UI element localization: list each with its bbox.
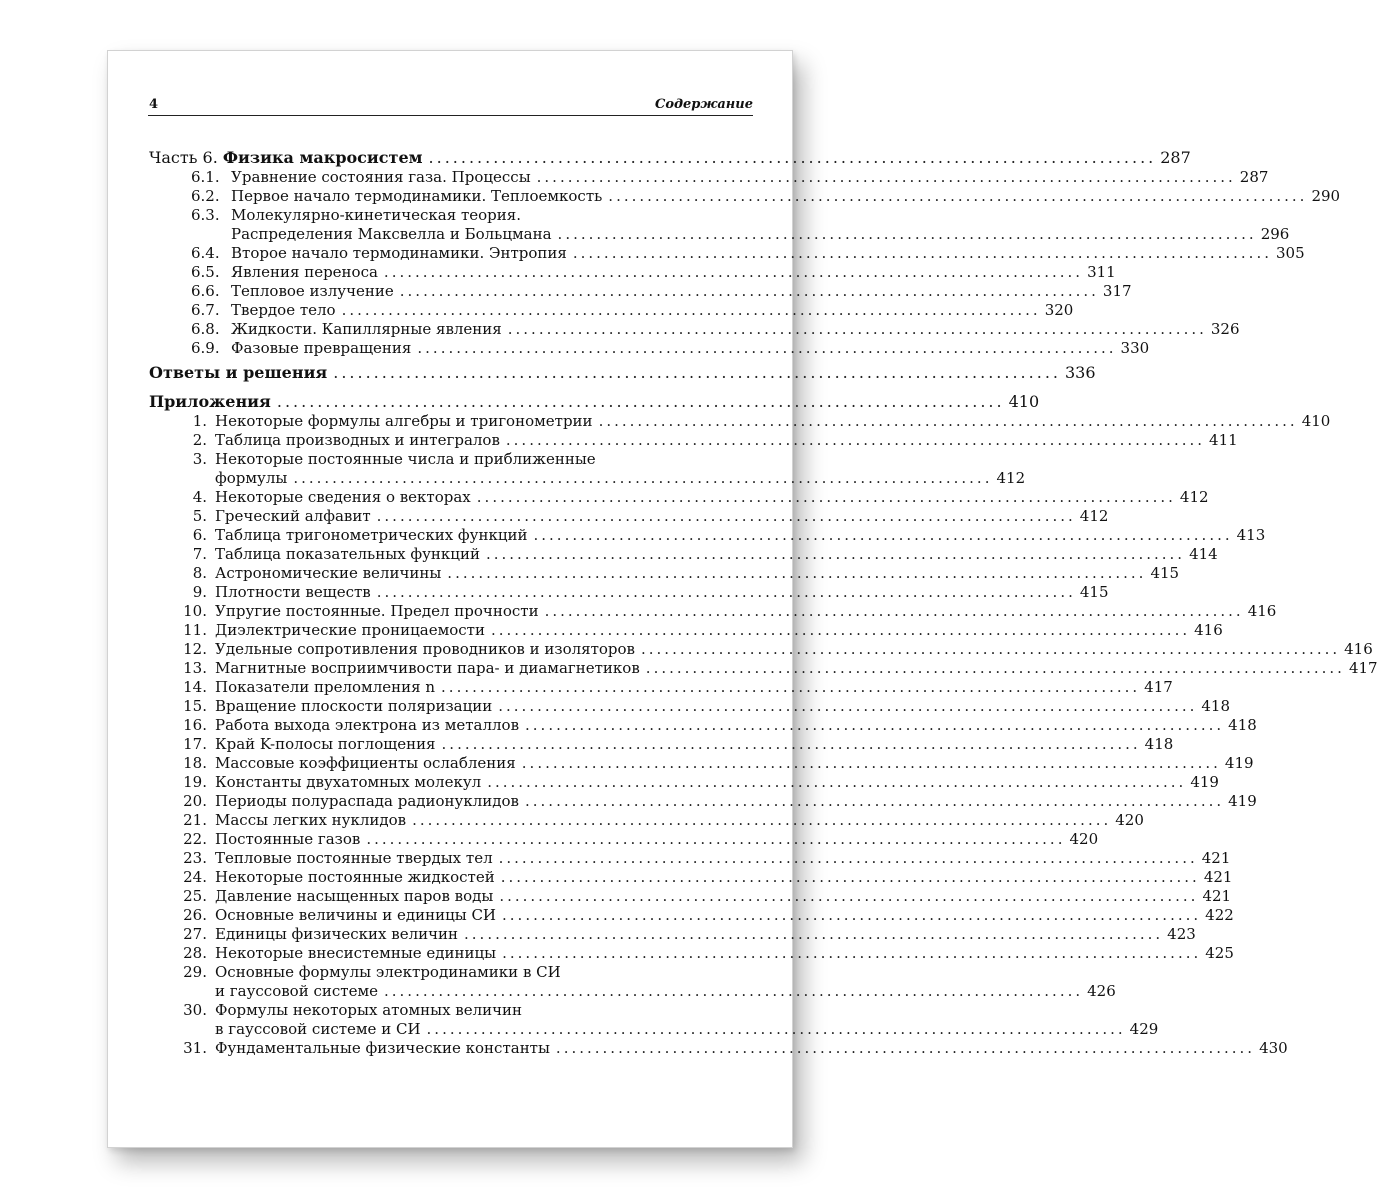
page-ref: 413 — [1236, 526, 1266, 544]
leader-dots: .......................................................................................... — [533, 526, 1233, 544]
leader-dots: .......................................................................................... — [557, 225, 1257, 243]
appendix-entry[interactable] — [149, 431, 1238, 450]
page-ref: 416 — [1344, 640, 1373, 658]
page-ref: 418 — [1201, 697, 1231, 715]
appendix-entry[interactable] — [149, 412, 1331, 431]
page-ref: 426 — [1087, 982, 1116, 1000]
entry-number: 4. — [192, 488, 207, 506]
entry-number: 6.1. — [191, 168, 220, 186]
entry-number: 9. — [192, 583, 207, 601]
leader-dots: .......................................................................................... — [608, 187, 1308, 205]
entry-number: 2. — [192, 431, 207, 449]
page-ref: 305 — [1276, 244, 1305, 262]
page-ref: 287 — [1239, 168, 1269, 186]
entry-number: 24. — [183, 868, 207, 886]
appendix-entry[interactable] — [149, 754, 1254, 773]
appendix-entry[interactable] — [149, 830, 1099, 849]
page-ref: 311 — [1087, 263, 1116, 281]
page-ref: 430 — [1259, 1039, 1288, 1057]
entry-title: Некоторые формулы алгебры и тригонометрии — [215, 412, 593, 430]
leader-dots: .......................................................................................... — [376, 507, 1076, 525]
page-ref: 411 — [1209, 431, 1238, 449]
entry-title-continued: в гауссовой системе и СИ — [215, 1020, 421, 1038]
page-ref: 419 — [1224, 754, 1254, 772]
entry-title: Единицы физических величин — [215, 925, 459, 943]
page-ref: 412 — [1179, 488, 1209, 506]
leader-dots: .......................................................................................... — [572, 244, 1272, 262]
leader-dots: .......................................................................................... — [384, 982, 1084, 1000]
appendix-entry[interactable] — [149, 1001, 753, 1020]
leader-dots: .......................................................................................... — [521, 754, 1221, 772]
page-ref: 326 — [1210, 320, 1240, 338]
entry-title: Некоторые внесистемные единицы — [215, 944, 497, 962]
entry-title: Жидкости. Капиллярные явления — [231, 320, 502, 338]
entry-title: Таблица производных и интегралов — [215, 431, 500, 449]
leader-dots: .......................................................................................... — [426, 1020, 1126, 1038]
page-ref: 421 — [1201, 849, 1231, 867]
entry-number: 26. — [183, 906, 207, 924]
entry-number: 11. — [183, 621, 207, 639]
entry-number: 16. — [183, 716, 207, 734]
entry-number: 25. — [183, 887, 207, 905]
leader-dots: .......................................................................................... — [498, 849, 1198, 867]
leader-dots: .......................................................................................... — [507, 320, 1207, 338]
page-ref: 417 — [1144, 678, 1173, 696]
page-ref: 420 — [1115, 811, 1144, 829]
leader-dots: .......................................................................................... — [366, 830, 1066, 848]
entry-title: Массы легких нуклидов — [215, 811, 407, 829]
appendix-entry[interactable] — [149, 526, 1266, 545]
appendix-entry[interactable] — [149, 944, 1234, 963]
section-entry[interactable] — [149, 206, 753, 225]
entry-title: Молекулярно-кинетическая теория. — [231, 206, 522, 224]
entry-title: Некоторые сведения о векторах — [215, 488, 471, 506]
appendix-entry[interactable] — [149, 811, 1144, 830]
leader-dots: .......................................................................................... — [441, 678, 1141, 696]
entry-title: Фазовые превращения — [231, 339, 412, 357]
entry-title-continued: и гауссовой системе — [215, 982, 378, 1000]
entry-title: Край K-полосы поглощения — [215, 735, 436, 753]
leader-dots: .......................................................................................... — [341, 301, 1041, 319]
entry-title: Основные величины и единицы СИ — [215, 906, 497, 924]
section-entry[interactable] — [149, 187, 1341, 206]
appendix-entry[interactable] — [149, 925, 1196, 944]
entry-number: 6.5. — [191, 263, 220, 281]
entry-title: Некоторые постоянные числа и приближенные — [215, 450, 596, 468]
leader-dots: .......................................................................................... — [536, 168, 1236, 186]
appendix-entry[interactable] — [149, 906, 1234, 925]
page-ref: 410 — [1301, 412, 1331, 430]
entry-number: 8. — [192, 564, 207, 582]
page-ref: 429 — [1129, 1020, 1159, 1038]
page-ref: 287 — [1160, 148, 1191, 167]
leader-dots: .......................................................................................... — [476, 488, 1176, 506]
appendix-entry[interactable] — [149, 697, 1231, 716]
page-ref: 336 — [1064, 363, 1096, 382]
entry-title: Показатели преломления n — [215, 678, 436, 696]
entry-number: 6.4. — [191, 244, 220, 262]
appendix-entry[interactable] — [149, 716, 1257, 735]
appendix-entry-continuation[interactable] — [149, 1020, 1159, 1039]
page-ref: 420 — [1069, 830, 1099, 848]
section-entry-continuation[interactable] — [149, 225, 1290, 244]
page-ref: 414 — [1189, 545, 1218, 563]
section-entry[interactable] — [149, 263, 1116, 282]
page-ref: 422 — [1205, 906, 1234, 924]
leader-dots: .......................................................................................... — [428, 148, 1157, 167]
entry-number: 7. — [192, 545, 207, 563]
page-ref: 421 — [1202, 887, 1232, 905]
book-page — [107, 50, 1378, 1148]
leader-dots: .......................................................................................... — [525, 792, 1225, 810]
leader-dots: .......................................................................................... — [447, 564, 1147, 582]
entry-title: Константы двухатомных молекул — [215, 773, 482, 791]
appendix-entry[interactable] — [149, 887, 1232, 906]
entry-number: 22. — [183, 830, 207, 848]
entry-title: Основные формулы электродинамики в СИ — [215, 963, 561, 981]
entry-title: Первое начало термодинамики. Теплоемкость — [231, 187, 603, 205]
section-entry[interactable] — [149, 244, 1305, 263]
page-ref: 412 — [996, 469, 1026, 487]
leader-dots: .......................................................................................... — [505, 431, 1206, 449]
entry-title: Тепловые постоянные твердых тел — [215, 849, 493, 867]
entry-number: 28. — [183, 944, 207, 962]
entry-title: Вращение плоскости поляризации — [215, 697, 493, 715]
entry-title: Давление насыщенных паров воды — [215, 887, 494, 905]
entry-number: 5. — [192, 507, 207, 525]
appendix-entry[interactable] — [149, 583, 1109, 602]
entry-title: Работа выхода электрона из металлов — [215, 716, 520, 734]
entry-number: 6.2. — [191, 187, 220, 205]
page-ref: 290 — [1311, 187, 1341, 205]
entry-number: 15. — [183, 697, 207, 715]
page-ref: 415 — [1079, 583, 1109, 601]
entry-title: Астрономические величины — [215, 564, 442, 582]
appendix-entry-continuation[interactable] — [149, 982, 1116, 1001]
page-ref: 419 — [1190, 773, 1219, 791]
leader-dots: .......................................................................................... — [399, 282, 1099, 300]
answers-title: Ответы и решения — [149, 363, 328, 382]
page-ref: 417 — [1348, 659, 1378, 677]
entry-number: 27. — [183, 925, 207, 943]
part-title: Физика макросистем — [222, 148, 423, 167]
page-ref: 330 — [1120, 339, 1150, 357]
leader-dots: .......................................................................................... — [441, 735, 1141, 753]
appendix-entry[interactable] — [149, 792, 1257, 811]
entry-number: 1. — [192, 412, 207, 430]
entry-title: Некоторые постоянные жидкостей — [215, 868, 495, 886]
entry-title: Массовые коэффициенты ослабления — [215, 754, 516, 772]
page-number: 4 — [149, 97, 159, 112]
entry-number: 20. — [183, 792, 207, 810]
entry-title: Периоды полураспада радионуклидов — [215, 792, 519, 810]
entry-number: 12. — [183, 640, 207, 658]
entry-number: 6.9. — [191, 339, 220, 357]
page-ref: 410 — [1008, 392, 1040, 411]
table-of-contents — [149, 147, 1378, 1058]
page-ref: 320 — [1044, 301, 1074, 319]
running-header — [148, 97, 753, 116]
page-ref: 296 — [1260, 225, 1290, 243]
entry-number: 6. — [192, 526, 207, 544]
entry-title: Уравнение состояния газа. Процессы — [231, 168, 531, 186]
page-ref: 416 — [1194, 621, 1223, 639]
appendix-entry[interactable] — [149, 450, 753, 469]
entry-title: Упругие постоянные. Предел прочности — [215, 602, 539, 620]
appendix-title: Приложения — [149, 392, 271, 411]
entry-title: Явления переноса — [231, 263, 378, 281]
appendix-entry[interactable] — [149, 640, 1373, 659]
entry-title: Диэлектрические проницаемости — [215, 621, 485, 639]
leader-dots: .......................................................................................... — [487, 773, 1187, 791]
entry-title: Таблица тригонометрических функций — [215, 526, 528, 544]
leader-dots: .......................................................................................... — [645, 659, 1345, 677]
entry-number: 19. — [183, 773, 207, 791]
entry-number: 23. — [183, 849, 207, 867]
page-ref: 418 — [1144, 735, 1174, 753]
appendix-entry[interactable] — [149, 735, 1174, 754]
page-ref: 421 — [1203, 868, 1233, 886]
leader-dots: .......................................................................................... — [555, 1039, 1256, 1057]
leader-dots: .......................................................................................... — [293, 469, 993, 487]
leader-dots: .......................................................................................... — [502, 906, 1202, 924]
appendix-entry[interactable] — [149, 678, 1173, 697]
section-entry[interactable] — [149, 168, 1269, 187]
section-entry[interactable] — [149, 320, 1240, 339]
appendix-entry[interactable] — [149, 564, 1180, 583]
leader-dots: .......................................................................................... — [525, 716, 1225, 734]
entry-number: 6.7. — [191, 301, 220, 319]
entry-title: Греческий алфавит — [215, 507, 371, 525]
toc-answers[interactable] — [149, 362, 1096, 383]
entry-title: Формулы некоторых атомных величин — [215, 1001, 523, 1019]
entry-number: 3. — [192, 450, 207, 468]
page-ref: 423 — [1167, 925, 1196, 943]
page-ref: 415 — [1150, 564, 1180, 582]
leader-dots: .......................................................................................... — [641, 640, 1341, 658]
toc-appendix[interactable] — [149, 391, 1040, 412]
page-ref: 412 — [1079, 507, 1109, 525]
leader-dots: .......................................................................................... — [500, 868, 1200, 886]
page-ref: 419 — [1228, 792, 1257, 810]
leader-dots: .......................................................................................... — [502, 944, 1202, 962]
entry-number: 6.8. — [191, 320, 220, 338]
entry-number: 21. — [183, 811, 207, 829]
entry-number: 6.6. — [191, 282, 220, 300]
appendix-entry-continuation[interactable] — [149, 469, 1026, 488]
leader-dots: .......................................................................................... — [485, 545, 1186, 563]
entry-title: Постоянные газов — [215, 830, 361, 848]
leader-dots: .......................................................................................... — [598, 412, 1298, 430]
entry-number: 10. — [183, 602, 207, 620]
leader-dots: .......................................................................................... — [498, 697, 1198, 715]
entry-number: 31. — [183, 1039, 207, 1057]
leader-dots: .......................................................................................... — [412, 811, 1112, 829]
entry-number: 30. — [183, 1001, 207, 1019]
toc-part-6[interactable] — [149, 147, 1191, 168]
entry-title: Плотности веществ — [215, 583, 371, 601]
section-entry[interactable] — [149, 339, 1150, 358]
page-ref: 418 — [1228, 716, 1257, 734]
entry-title: Фундаментальные физические константы — [215, 1039, 550, 1057]
appendix-entry[interactable] — [149, 602, 1277, 621]
leader-dots: .......................................................................................... — [490, 621, 1191, 639]
entry-number: 17. — [183, 735, 207, 753]
entry-title: Магнитные восприимчивости пара- и диамагнетиков — [215, 659, 640, 677]
page-ref: 425 — [1205, 944, 1234, 962]
appendix-entry[interactable] — [149, 659, 1378, 678]
entry-title: Таблица показательных функций — [215, 545, 480, 563]
leader-dots: .......................................................................................... — [464, 925, 1164, 943]
part-prefix: Часть 6. — [149, 148, 218, 167]
appendix-entry[interactable] — [149, 507, 1109, 526]
entry-number: 18. — [183, 754, 207, 772]
section-entry[interactable] — [149, 301, 1074, 320]
leader-dots: .......................................................................................... — [333, 363, 1061, 382]
entry-title: Твердое тело — [231, 301, 336, 319]
leader-dots: .......................................................................................... — [276, 392, 1005, 411]
appendix-entry[interactable] — [149, 545, 1218, 564]
entry-title: Второе начало термодинамики. Энтропия — [231, 244, 567, 262]
leader-dots: .......................................................................................... — [376, 583, 1076, 601]
leader-dots: .......................................................................................... — [499, 887, 1199, 905]
appendix-entry[interactable] — [149, 488, 1209, 507]
section-entry[interactable] — [149, 282, 1132, 301]
appendix-entry[interactable] — [149, 868, 1233, 887]
entry-title-continued: Распределения Максвелла и Больцмана — [231, 225, 552, 243]
entry-title: Удельные сопротивления проводников и изоляторов — [215, 640, 635, 658]
entry-number: 14. — [183, 678, 207, 696]
appendix-entry[interactable] — [149, 1039, 1288, 1058]
leader-dots: .......................................................................................... — [417, 339, 1117, 357]
page-ref: 317 — [1102, 282, 1132, 300]
entry-number: 29. — [183, 963, 207, 981]
appendix-entry[interactable] — [149, 773, 1219, 792]
appendix-entry[interactable] — [149, 621, 1223, 640]
entry-number: 6.3. — [191, 206, 220, 224]
leader-dots: .......................................................................................... — [383, 263, 1084, 281]
entry-title-continued: формулы — [215, 469, 288, 487]
appendix-entry[interactable] — [149, 849, 1231, 868]
entry-title: Тепловое излучение — [231, 282, 394, 300]
page-ref: 416 — [1247, 602, 1277, 620]
leader-dots: .......................................................................................... — [544, 602, 1244, 620]
appendix-entry[interactable] — [149, 963, 753, 982]
entry-number: 13. — [183, 659, 207, 677]
header-title: Содержание — [654, 97, 753, 112]
